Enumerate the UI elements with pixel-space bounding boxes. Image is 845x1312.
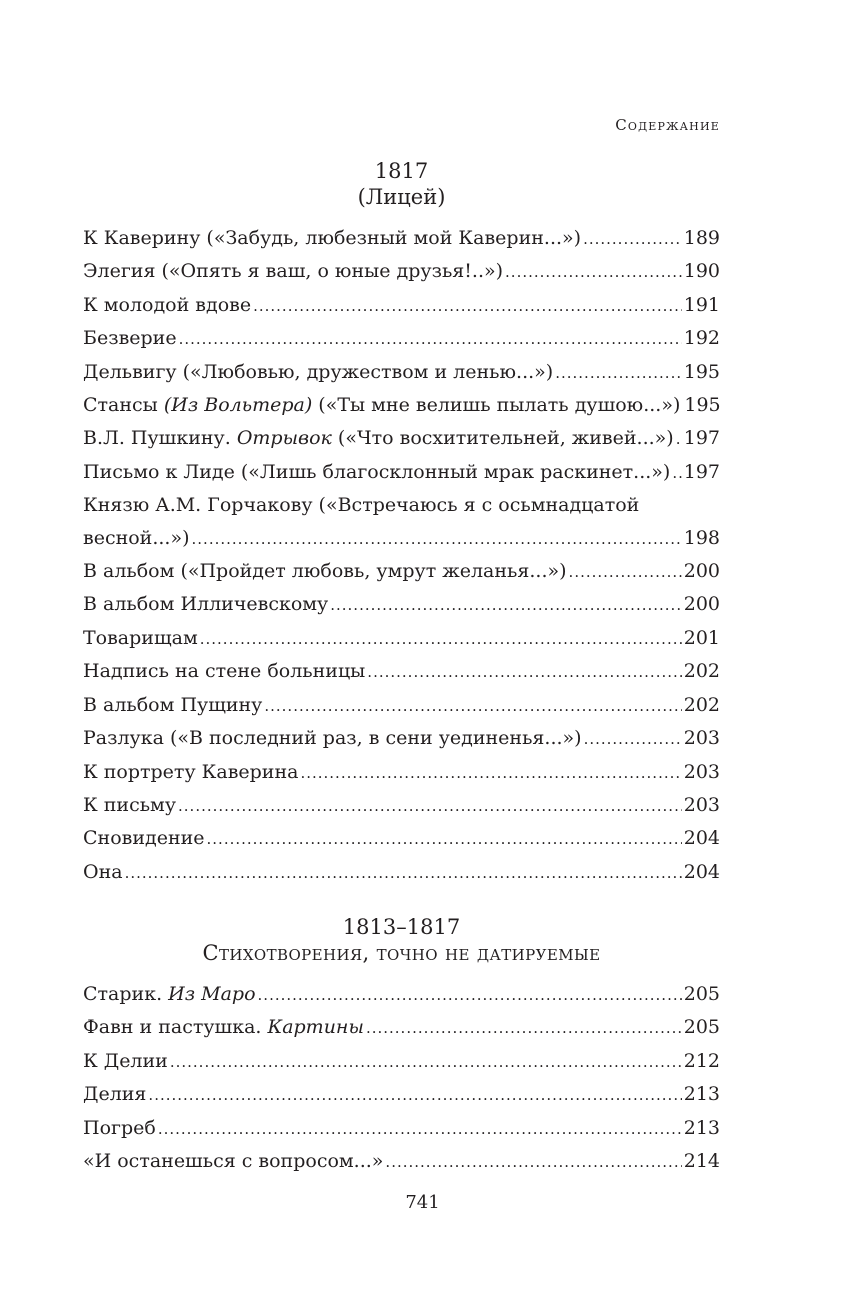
toc-entry [83, 1011, 720, 1044]
entry-title: К письму [83, 793, 177, 816]
entry-title: Надпись на стене больницы [83, 660, 366, 683]
entry-title-line2: весной...») [83, 526, 190, 549]
page-number: 741 [405, 1192, 440, 1213]
leader-dots [505, 255, 682, 288]
toc-entries [83, 978, 720, 1178]
leader-dots [125, 856, 682, 889]
entry-page: 191 [683, 293, 720, 316]
section-subtitle: Стихотворения, точно не датируемые [202, 941, 601, 965]
leader-dots [672, 456, 681, 489]
entry-title: Элегия («Опять я ваш, о юные друзья!..») [83, 260, 504, 283]
entry-title-italic: (Из Вольтера) [163, 394, 313, 417]
entry-title [83, 389, 680, 421]
entry-page: 205 [683, 983, 720, 1005]
entry-title [83, 422, 674, 454]
toc-entry [83, 422, 720, 455]
entry-page: 190 [683, 260, 720, 283]
toc-entry [83, 689, 720, 722]
toc-entries [83, 222, 720, 889]
toc-entry [83, 822, 720, 855]
leader-dots [366, 1011, 682, 1044]
running-head: Содержание [615, 116, 720, 134]
toc-entry [83, 1078, 720, 1111]
entry-title: В альбом Илличевскому [83, 593, 329, 616]
entry-title-italic: Картины [267, 1016, 364, 1039]
toc-entry [83, 978, 720, 1011]
leader-dots [367, 655, 681, 688]
entry-title-part: («Что восхитительней, живей...») [331, 427, 674, 450]
leader-dots [178, 789, 682, 822]
entry-page: 197 [683, 427, 720, 450]
entry-title-line1: Князю А.М. Горчакову («Встречаюсь я с осьмнадцатой [83, 494, 640, 517]
entry-page: 192 [683, 327, 720, 350]
entry-title: Дельвигу («Любовью, дружеством и ленью...») [83, 360, 554, 383]
entry-title: К Делии [83, 1049, 168, 1072]
toc-entry [83, 1045, 720, 1078]
entry-title [83, 1011, 364, 1043]
entry-page: 205 [683, 1016, 720, 1039]
toc-entry [83, 289, 720, 322]
entry-page: 204 [683, 860, 720, 883]
toc-entry [83, 1112, 720, 1145]
entry-page: 213 [683, 1083, 720, 1106]
toc-entry [83, 389, 720, 422]
toc-entry [83, 356, 720, 389]
toc-section-1817 [83, 158, 720, 889]
leader-dots [676, 422, 682, 455]
toc-entry [83, 655, 720, 688]
entry-title: Сновидение [83, 827, 205, 850]
entry-title-part: Стансы [83, 394, 164, 417]
entry-page: 201 [683, 626, 720, 649]
entry-page: 202 [683, 660, 720, 683]
entry-title: В альбом Пущину [83, 693, 263, 716]
entry-title: К Каверину («Забудь, любезный мой Каверин...») [83, 227, 582, 249]
entry-page: 202 [683, 693, 720, 716]
leader-dots [584, 722, 682, 755]
entry-title-italic: Из Маро [168, 983, 256, 1005]
entry-page: 197 [683, 460, 720, 483]
toc-entry [83, 456, 720, 489]
leader-dots [170, 1045, 682, 1078]
leader-dots [330, 588, 682, 621]
entry-title: Погреб [83, 1116, 156, 1139]
entry-page: 203 [683, 793, 720, 816]
entry-title: В альбом («Пройдет любовь, умрут желанья...») [83, 560, 567, 583]
entry-title-part: («Ты мне велишь пылать душою...») [312, 394, 681, 417]
entry-title: Она [83, 860, 123, 883]
toc-entry-continuation [83, 522, 720, 555]
entry-title-part: Старик. [83, 983, 169, 1005]
toc-entry-multiline [83, 489, 720, 555]
leader-dots [179, 322, 682, 355]
toc-entry [83, 555, 720, 588]
entry-page: 198 [683, 526, 720, 549]
leader-dots [555, 356, 682, 389]
leader-dots [158, 1112, 682, 1145]
leader-dots [258, 978, 682, 1011]
entry-title: Письмо к Лиде («Лишь благосклонный мрак раскинет...») [83, 460, 671, 483]
entry-page: 195 [683, 360, 720, 383]
toc-entry [83, 322, 720, 355]
leader-dots [583, 222, 682, 255]
entry-title: Безверие [83, 327, 177, 350]
entry-title-part: В.Л. Пушкину. [83, 427, 237, 450]
leader-dots [300, 756, 681, 789]
entry-page: 203 [683, 760, 720, 783]
leader-dots [207, 822, 682, 855]
toc-entry [83, 588, 720, 621]
toc-section-1813-1817 [83, 914, 720, 1178]
toc-entry [83, 622, 720, 655]
leader-dots [192, 522, 682, 555]
toc-entry [83, 1145, 720, 1178]
entry-title: Делия [83, 1083, 147, 1106]
toc-entry [83, 789, 720, 822]
leader-dots [569, 555, 682, 588]
entry-page: 200 [683, 560, 720, 583]
toc-entry [83, 756, 720, 789]
entry-title: К портрету Каверина [83, 760, 299, 783]
leader-dots [385, 1145, 681, 1178]
leader-dots [253, 289, 682, 322]
toc-entry [83, 255, 720, 288]
entry-page: 214 [683, 1150, 720, 1173]
entry-page: 189 [683, 227, 720, 249]
section-heading [83, 914, 720, 966]
section-year: 1817 [374, 159, 429, 183]
entry-page: 200 [683, 593, 720, 616]
toc-entry [83, 722, 720, 755]
section-subtitle: (Лицей) [357, 185, 446, 209]
section-heading [83, 158, 720, 210]
leader-dots [264, 689, 681, 722]
leader-dots [148, 1078, 681, 1111]
entry-page: 204 [683, 827, 720, 850]
entry-page: 212 [683, 1049, 720, 1072]
entry-page: 213 [683, 1116, 720, 1139]
entry-title: «И останешься с вопросом...» [83, 1150, 384, 1173]
entry-title [83, 978, 256, 1010]
toc-entry [83, 856, 720, 889]
toc-entry [83, 222, 720, 255]
entry-title: К молодой вдове [83, 293, 252, 316]
entry-title: Разлука («В последний раз, в сени уединенья...») [83, 727, 582, 750]
section-year: 1813–1817 [342, 915, 461, 939]
entry-title-italic: Отрывок [236, 427, 332, 450]
leader-dots [200, 622, 682, 655]
entry-page: 203 [683, 727, 720, 750]
entry-page: 195 [684, 394, 721, 417]
entry-title: Товарищам [83, 626, 198, 649]
entry-title-part: Фавн и пастушка. [83, 1016, 268, 1039]
